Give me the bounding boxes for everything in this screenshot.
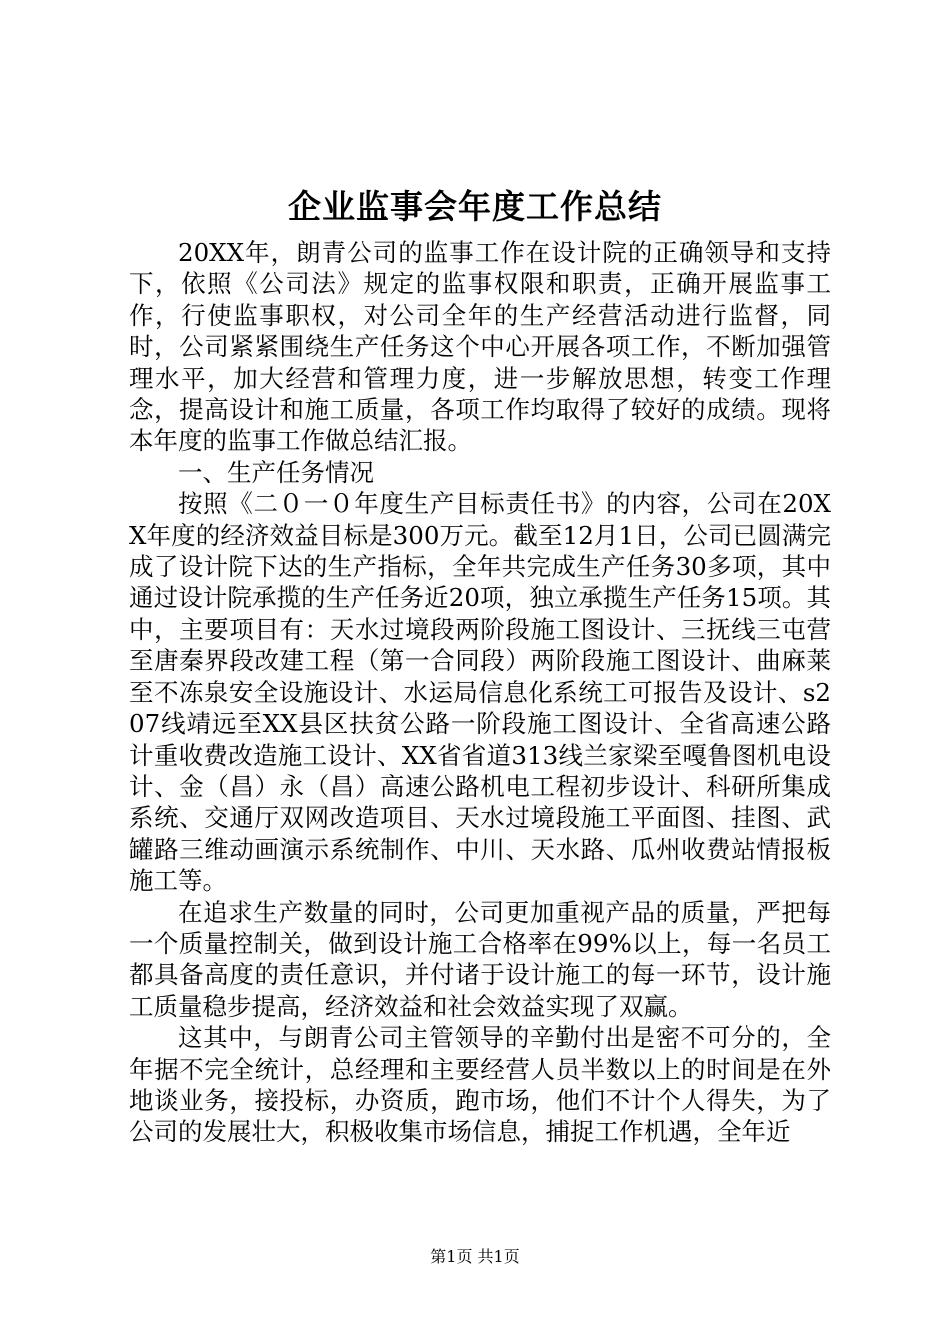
page-footer: 第1页 共1页 (430, 1247, 520, 1266)
paragraph-intro: 20XX年，朗青公司的监事工作在设计院的正确领导和支持下，依照《公司法》规定的监事权限和职责，正确开展监事工作，行使监事职权，对公司全年的生产经营活动进行监督，同时，公司紧紧围绕生产任务这个中心开展各项工作，不断加强管理水平，加大经营和管理力度，进一步解放思想，转变工作理念，提高设计和施工质量，各项工作均取得了较好的成绩。现将本年度的监事工作做总结汇报。 (129, 238, 831, 456)
paragraph-production-tasks: 按照《二０一０年度生产目标责任书》的内容，公司在20XX年度的经济效益目标是300万元。截至12月1日，公司已圆满完成了设计院下达的生产指标，全年共完成生产任务30多项，其中通过设计院承揽的生产任务近20项，独立承揽生产任务15项。其中，主要项目有：天水过境段两阶段施工图设计、三抚线三屯营至唐秦界段改建工程（第一合同段）两阶段施工图设计、曲麻莱至不冻泉安全设施设计、水运局信息化系统工可报告及设计、s207线靖远至XX县区扶贫公路一阶段施工图设计、全省高速公路计重收费改造施工设计、XX省省道313线兰家梁至嘎鲁图机电设计、金（昌）永（昌）高速公路机电工程初步设计、科研所集成系统、交通厅双网改造项目、天水过境段施工平面图、挂图、武罐路三维动画演示系统制作、中川、天水路、瓜州收费站情报板施工等。 (129, 489, 831, 896)
document-title: 企业监事会年度工作总结 (288, 187, 662, 226)
document-body (129, 237, 831, 1148)
paragraph-quality: 在追求生产数量的同时，公司更加重视产品的质量，严把每一个质量控制关，做到设计施工合格率在99%以上，每一名员工都具备高度的责任意识，并付诸于设计施工的每一环节，设计施工质量稳步提高，经济效益和社会效益实现了双赢。 (129, 897, 831, 1021)
paragraph-leadership: 这其中，与朗青公司主管领导的辛勤付出是密不可分的，全年据不完全统计，总经理和主要经营人员半数以上的时间是在外地谈业务，接投标，办资质，跑市场，他们不计个人得失，为了公司的发展壮大，积极收集市场信息，捕捉工作机遇，全年近 (129, 1023, 831, 1147)
section-heading-production: 一、生产任务情况 (178, 457, 374, 487)
